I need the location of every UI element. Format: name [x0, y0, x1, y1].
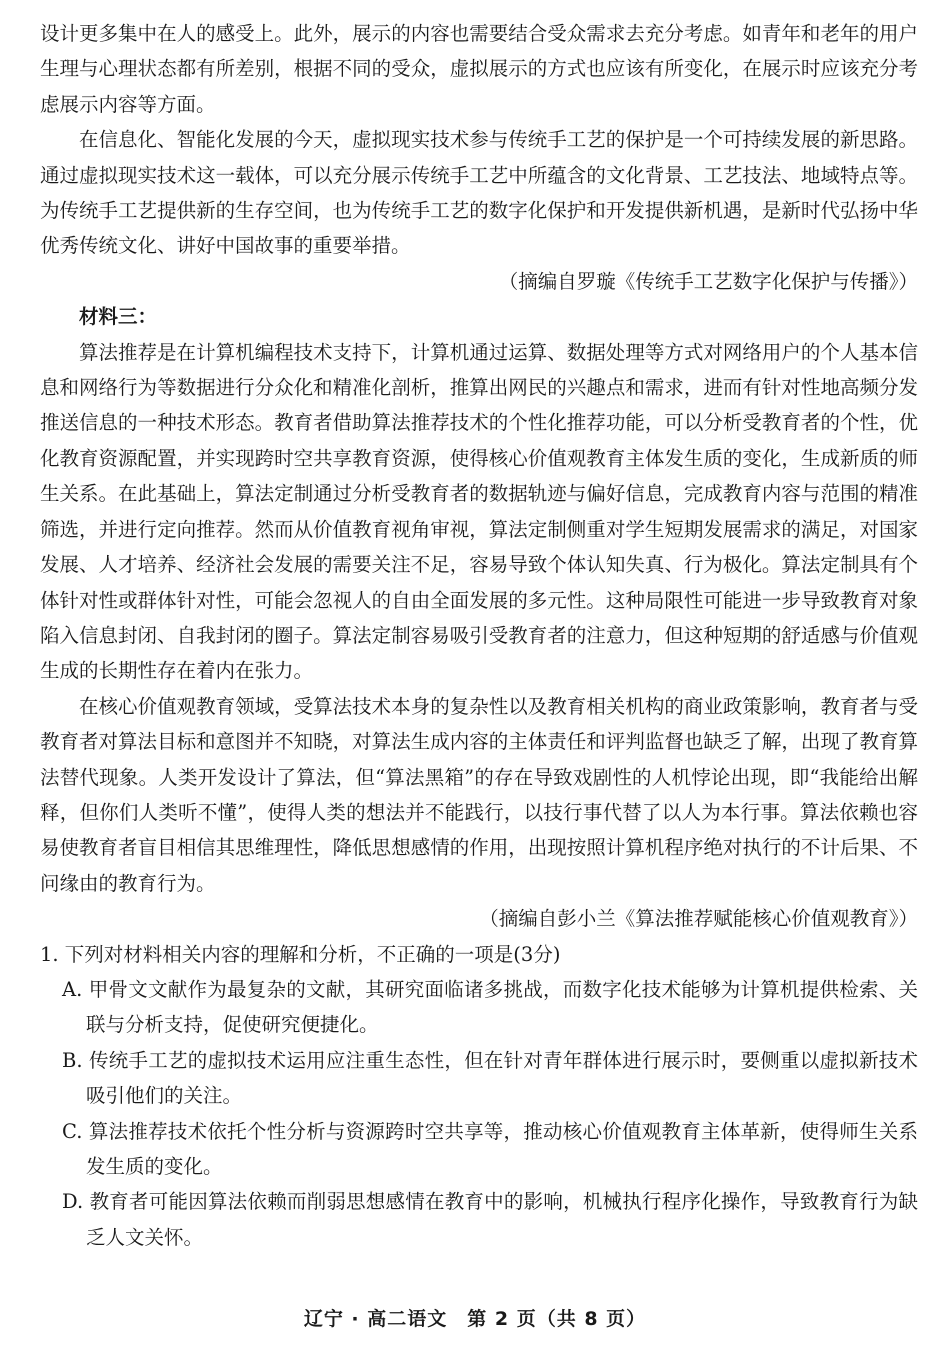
question-1-stem: 1. 下列对材料相关内容的理解和分析，不正确的一项是(3分): [40, 942, 561, 966]
question-1-option-c: C. 算法推荐技术依托个性分析与资源跨时空共享等，推动核心价值观教育主体革新，使得师生关系发生质的变化。: [62, 1119, 918, 1178]
question-1-option-d: D. 教育者可能因算法依赖而削弱思想感情在教育中的影响，机械执行程序化操作，导致教育行为缺乏人文关怀。: [62, 1190, 918, 1249]
material2-paragraph-continued: 设计更多集中在人的感受上。此外，展示的内容也需要结合受众需求去充分考虑。如青年和老年的用户生理与心理状态都有所差别，根据不同的受众，虚拟展示的方式也应该有所变化，在展示时应该充分考虑展示内容等方面。: [40, 22, 918, 116]
material3-paragraph-1: 算法推荐是在计算机编程技术支持下，计算机通过运算、数据处理等方式对网络用户的个人基本信息和网络行为等数据进行分众化和精准化剖析，推算出网民的兴趣点和需求，进而有针对性地高频分发推送信息的一种技术形态。教育者借助算法推荐技术的个性化推荐功能，可以分析受教育者的个性，优化教育资源配置，并实现跨时空共享教育资源，使得核心价值观教育主体发生质的变化，生成新质的师生关系。在此基础上，算法定制通过分析受教育者的数据轨迹与偏好信息，完成教育内容与范围的精准筛选，并进行定向推荐。然而从价值教育视角审视，算法定制侧重对学生短期发展需求的满足，对国家发展、人才培养、经济社会发展的需要关注不足，容易导致个体认知失真、行为极化。算法定制具有个体针对性或群体针对性，可能会忽视人的自由全面发展的多元性。这种局限性可能进一步导致教育对象陷入信息封闭、自我封闭的圈子。算法定制容易吸引受教育者的注意力，但这种短期的舒适感与价值观生成的长期性存在着内在张力。: [40, 340, 918, 683]
question-1-option-b: B. 传统手工艺的虚拟技术运用应注重生态性，但在针对青年群体进行展示时，要侧重以虚拟新技术吸引他们的关注。: [62, 1048, 918, 1108]
material2-paragraph-2: 在信息化、智能化发展的今天，虚拟现实技术参与传统手工艺的保护是一个可持续发展的新思路。通过虚拟现实技术这一载体，可以充分展示传统手工艺中所蕴含的文化背景、工艺技法、地域特点等。为传统手工艺提供新的生存空间，也为传统手工艺的数字化保护和开发提供新机遇，是新时代弘扬中华优秀传统文化、讲好中国故事的重要举措。: [40, 128, 918, 258]
material2-source: （摘编自罗璇《传统手工艺数字化保护与传播》）: [498, 269, 918, 293]
page-footer: 辽宁 · 高二语文 第 2 页（共 8 页）: [303, 1308, 647, 1330]
exam-page: [40, 16, 918, 1255]
material3-source: （摘编自彭小兰《算法推荐赋能核心价值观教育》）: [479, 907, 918, 931]
material3-heading: 材料三：: [79, 305, 158, 329]
question-1-option-a: A. 甲骨文文献作为最复杂的文献，其研究面临诸多挑战，而数字化技术能够为计算机提供检索、关联与分析支持，促使研究便捷化。: [62, 977, 918, 1037]
material3-paragraph-2: 在核心价值观教育领域，受算法技术本身的复杂性以及教育相关机构的商业政策影响，教育者与受教育者对算法目标和意图并不知晓，对算法生成内容的主体责任和评判监督也缺乏了解，出现了教育算法替代现象。人类开发设计了算法，但“算法黑箱”的存在导致戏剧性的人机悖论出现，即“我能给出解释，但你们人类听不懂”，使得人类的想法并不能践行，以技行事代替了以人为本行事。算法依赖也容易使教育者盲目相信其思维理性，降低思想感情的作用，出现按照计算机程序绝对执行的不计后果、不问缘由的教育行为。: [40, 694, 918, 895]
